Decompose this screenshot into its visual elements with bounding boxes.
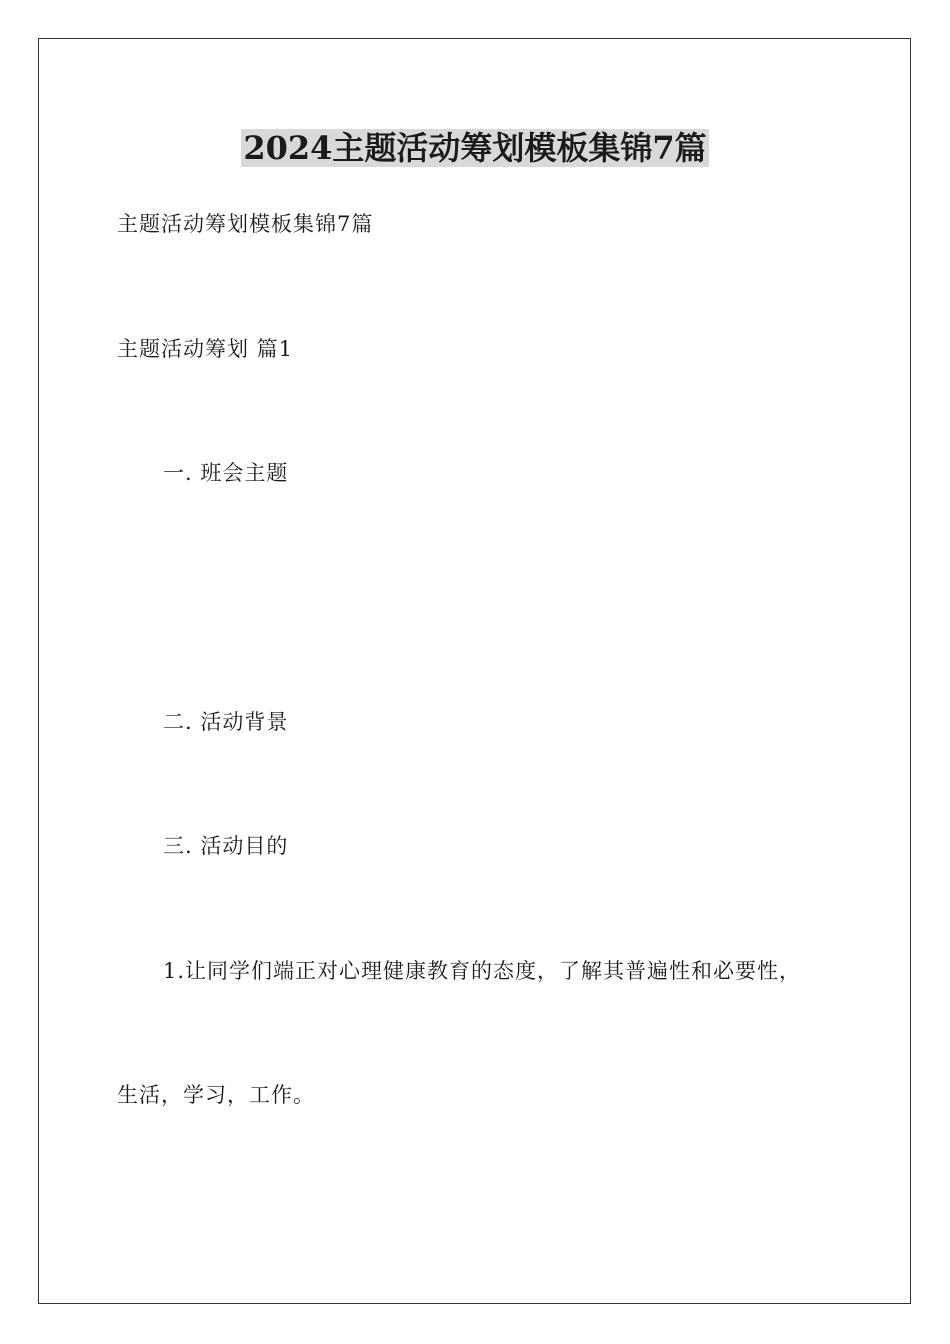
item-class-theme: 一. 班会主题 <box>163 461 289 485</box>
paragraph-1: 1.让同学们端正对心理健康教育的态度，了解其普遍性和必要性， <box>163 959 802 983</box>
document-title <box>0 126 950 170</box>
item-activity-purpose: 三. 活动目的 <box>163 834 289 858</box>
item-activity-background: 二. 活动背景 <box>163 710 289 734</box>
document-subtitle: 主题活动筹划模板集锦7篇 <box>117 212 374 236</box>
document-title-text: 2024主题活动筹划模板集锦7篇 <box>243 129 707 167</box>
paragraph-1-continuation: 生活，学习，工作。 <box>117 1083 315 1107</box>
section-heading: 主题活动筹划 篇1 <box>117 337 294 361</box>
